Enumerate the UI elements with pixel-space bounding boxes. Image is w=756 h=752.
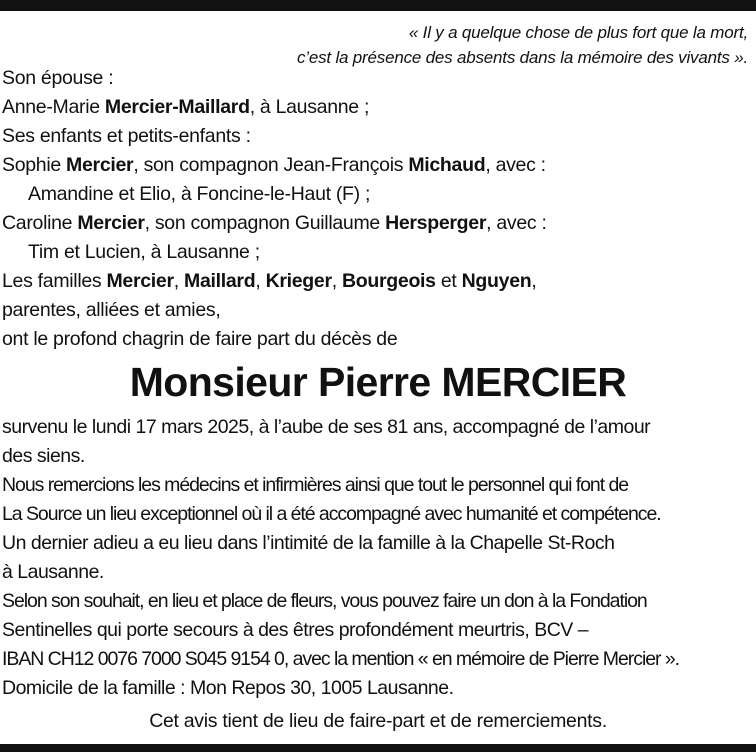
family-line (2, 93, 754, 122)
family-line: parentes, alliées et amies, (2, 299, 221, 321)
body-line: IBAN CH12 0076 7000 S045 9154 0, avec la mention « en mémoire de Pierre Mercier ». (2, 648, 679, 670)
deceased-name: Monsieur Pierre MERCIER (129, 359, 627, 405)
text: , son compagnon Jean-François (133, 154, 409, 176)
body-line: Nous remercions les médecins et infirmières ainsi que tout le personnel qui font de (2, 474, 629, 496)
body-line: à Lausanne. (2, 561, 104, 583)
family-line: ont le profond chagrin de faire part du décès de (2, 328, 398, 350)
family-line (2, 267, 754, 296)
text: , à Lausanne ; (249, 96, 370, 118)
quote-line-1: « Il y a quelque chose de plus fort que la mort, (408, 23, 748, 42)
surname: Mercier-Maillard (104, 96, 250, 118)
text: , son compagnon Guillaume (144, 212, 386, 234)
quote-line-2: c’est la présence des absents dans la mémoire des vivants ». (296, 48, 748, 67)
body-line: Selon son souhait, en lieu et place de fleurs, vous pouvez faire un don à la Fondation (2, 590, 647, 612)
surname: Bourgeois (342, 270, 436, 292)
surname: Michaud (408, 154, 486, 176)
text: Anne-Marie (2, 96, 105, 118)
body-line: Sentinelles qui porte secours à des êtres profondément meurtris, BCV – (2, 619, 589, 641)
body-line: survenu le lundi 17 mars 2025, à l’aube de ses 81 ans, accompagné de l’amour (2, 416, 651, 438)
text: Caroline (2, 212, 78, 234)
bottom-rule (0, 744, 756, 752)
surname: Mercier (106, 270, 174, 292)
text: Sophie (2, 154, 67, 176)
surname: Krieger (265, 270, 332, 292)
family-line (2, 151, 754, 180)
text: et (435, 270, 462, 292)
epigraph-quote (297, 20, 748, 70)
notice-body (2, 413, 754, 703)
text: , (255, 270, 266, 292)
text: , (331, 270, 342, 292)
text: , (173, 270, 185, 292)
top-rule (0, 0, 756, 11)
surname: Mercier (77, 212, 145, 234)
text: , avec : (485, 154, 546, 176)
surname: Mercier (66, 154, 134, 176)
text: , (531, 270, 537, 292)
family-line: Amandine et Elio, à Foncine-le-Haut (F) ; (28, 183, 371, 205)
body-line: des siens. (2, 445, 85, 467)
body-line: Domicile de la famille : Mon Repos 30, 1005 Lausanne. (2, 677, 454, 699)
body-line: Un dernier adieu a eu lieu dans l’intimité de la famille à la Chapelle St-Roch (2, 532, 615, 554)
surname: Nguyen (461, 270, 532, 292)
body-line: La Source un lieu exceptionnel où il a été accompagné avec humanité et compétence. (2, 503, 661, 525)
closing-note: Cet avis tient de lieu de faire-part et de remerciements. (149, 710, 607, 732)
text: , avec : (486, 212, 547, 234)
family-list (2, 64, 754, 354)
text: Les familles (2, 270, 107, 292)
family-line: Tim et Lucien, à Lausanne ; (28, 241, 260, 263)
surname: Hersperger (385, 212, 487, 234)
family-line (2, 209, 754, 238)
surname: Maillard (184, 270, 256, 292)
family-line: Son épouse : (2, 67, 114, 89)
family-line: Ses enfants et petits-enfants : (2, 125, 251, 147)
